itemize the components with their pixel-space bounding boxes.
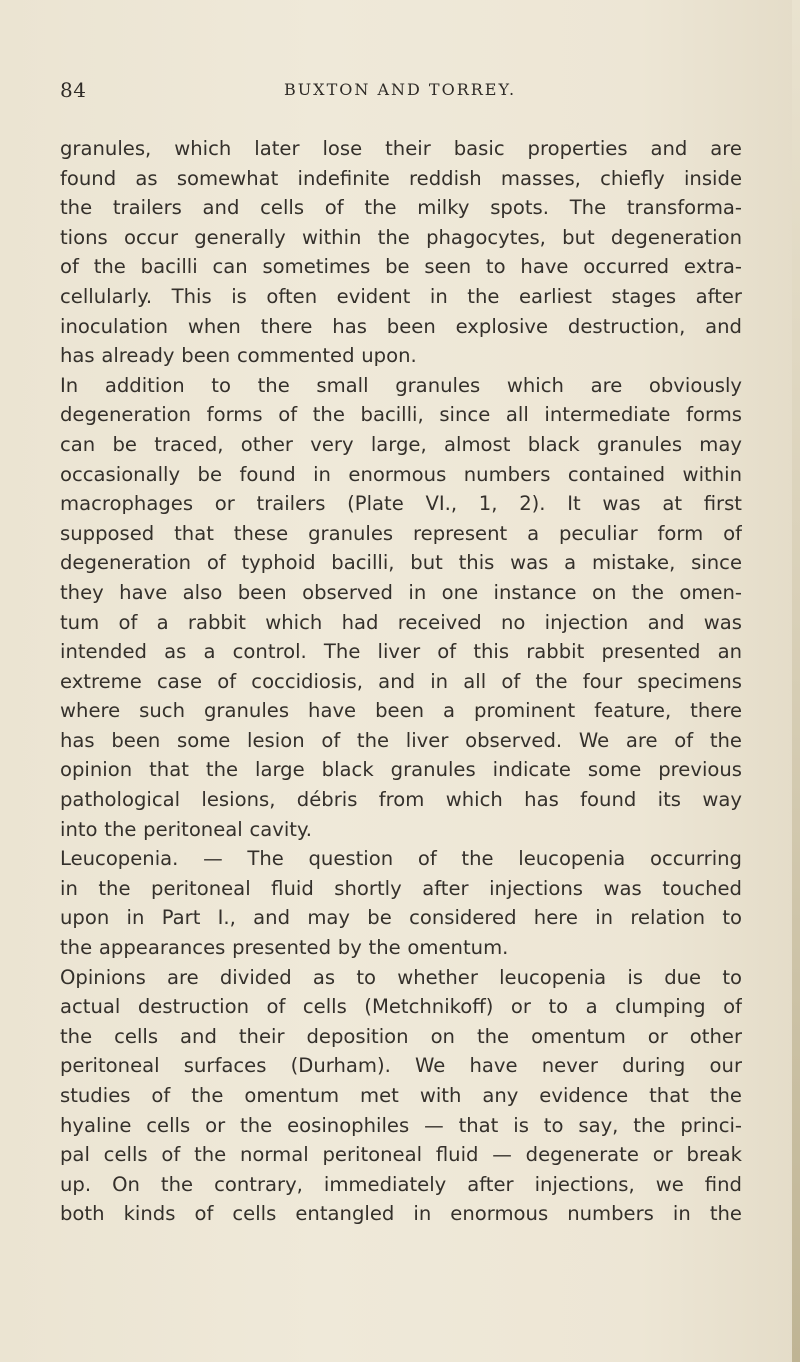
text-line: the appearances presented by the omentum. <box>60 936 509 960</box>
text-line: where such granules have been a prominent feature, there <box>60 699 742 723</box>
text-line: into the peritoneal cavity. <box>60 817 312 841</box>
text-line: can be traced, other very large, almost black granules may <box>60 432 742 456</box>
body-text <box>60 134 742 1229</box>
text-line: Opinions are divided as to whether leucopenia is due to <box>60 965 742 989</box>
text-line: In addition to the small granules which are obviously <box>60 373 742 397</box>
page-edge <box>792 0 800 1362</box>
page-number: 84 <box>60 78 87 102</box>
text-line: opinion that the large black granules indicate some previous <box>60 758 742 782</box>
text-line: Leucopenia. — The question of the leucopenia occurring <box>60 847 742 871</box>
text-line: the trailers and cells of the milky spots. The transforma- <box>60 196 742 220</box>
text-line: found as somewhat indefinite reddish masses, chiefly inside <box>60 166 742 190</box>
text-line: up. On the contrary, immediately after injections, we find <box>60 1172 742 1196</box>
text-line: actual destruction of cells (Metchnikoff) or to a clumping of <box>60 995 742 1019</box>
text-line: macrophages or trailers (Plate VI., 1, 2). It was at first <box>60 492 742 516</box>
text-line: in the peritoneal fluid shortly after injections was touched <box>60 876 742 900</box>
text-line: occasionally be found in enormous numbers contained within <box>60 462 742 486</box>
text-line: hyaline cells or the eosinophiles — that is to say, the princi- <box>60 1113 742 1137</box>
text-line: pal cells of the normal peritoneal fluid — degenerate or break <box>60 1143 742 1167</box>
text-line: the cells and their deposition on the omentum or other <box>60 1024 742 1048</box>
running-head: BUXTON AND TORREY. <box>283 80 517 99</box>
text-line: intended as a control. The liver of this rabbit presented an <box>60 640 742 664</box>
text-line: degeneration forms of the bacilli, since all intermediate forms <box>60 403 742 427</box>
text-line: upon in Part I., and may be considered here in relation to <box>60 906 742 930</box>
text-line: extreme case of coccidiosis, and in all of the four specimens <box>60 669 742 693</box>
text-line: tions occur generally within the phagocytes, but degeneration <box>60 225 742 249</box>
text-line: granules, which later lose their basic properties and are <box>60 137 742 160</box>
text-line: pathological lesions, débris from which has found its way <box>60 788 742 812</box>
text-line: degeneration of typhoid bacilli, but this was a mistake, since <box>60 551 742 575</box>
text-line: has been some lesion of the liver observed. We are of the <box>60 728 742 752</box>
text-line: they have also been observed in one instance on the omen- <box>60 580 742 604</box>
text-line: peritoneal surfaces (Durham). We have never during our <box>60 1054 742 1078</box>
text-line: supposed that these granules represent a peculiar form of <box>60 521 742 545</box>
text-line: of the bacilli can sometimes be seen to have occurred extra- <box>60 255 742 279</box>
text-line: both kinds of cells entangled in enormous numbers in the <box>60 1202 742 1226</box>
text-line: cellularly. This is often evident in the earliest stages after <box>60 284 742 308</box>
text-line: inoculation when there has been explosive destruction, and <box>60 314 742 338</box>
text-line: studies of the omentum met with any evidence that the <box>60 1084 742 1107</box>
page-header <box>60 78 740 108</box>
text-line: tum of a rabbit which had received no injection and was <box>60 610 742 634</box>
text-line: has already been commented upon. <box>60 344 417 368</box>
